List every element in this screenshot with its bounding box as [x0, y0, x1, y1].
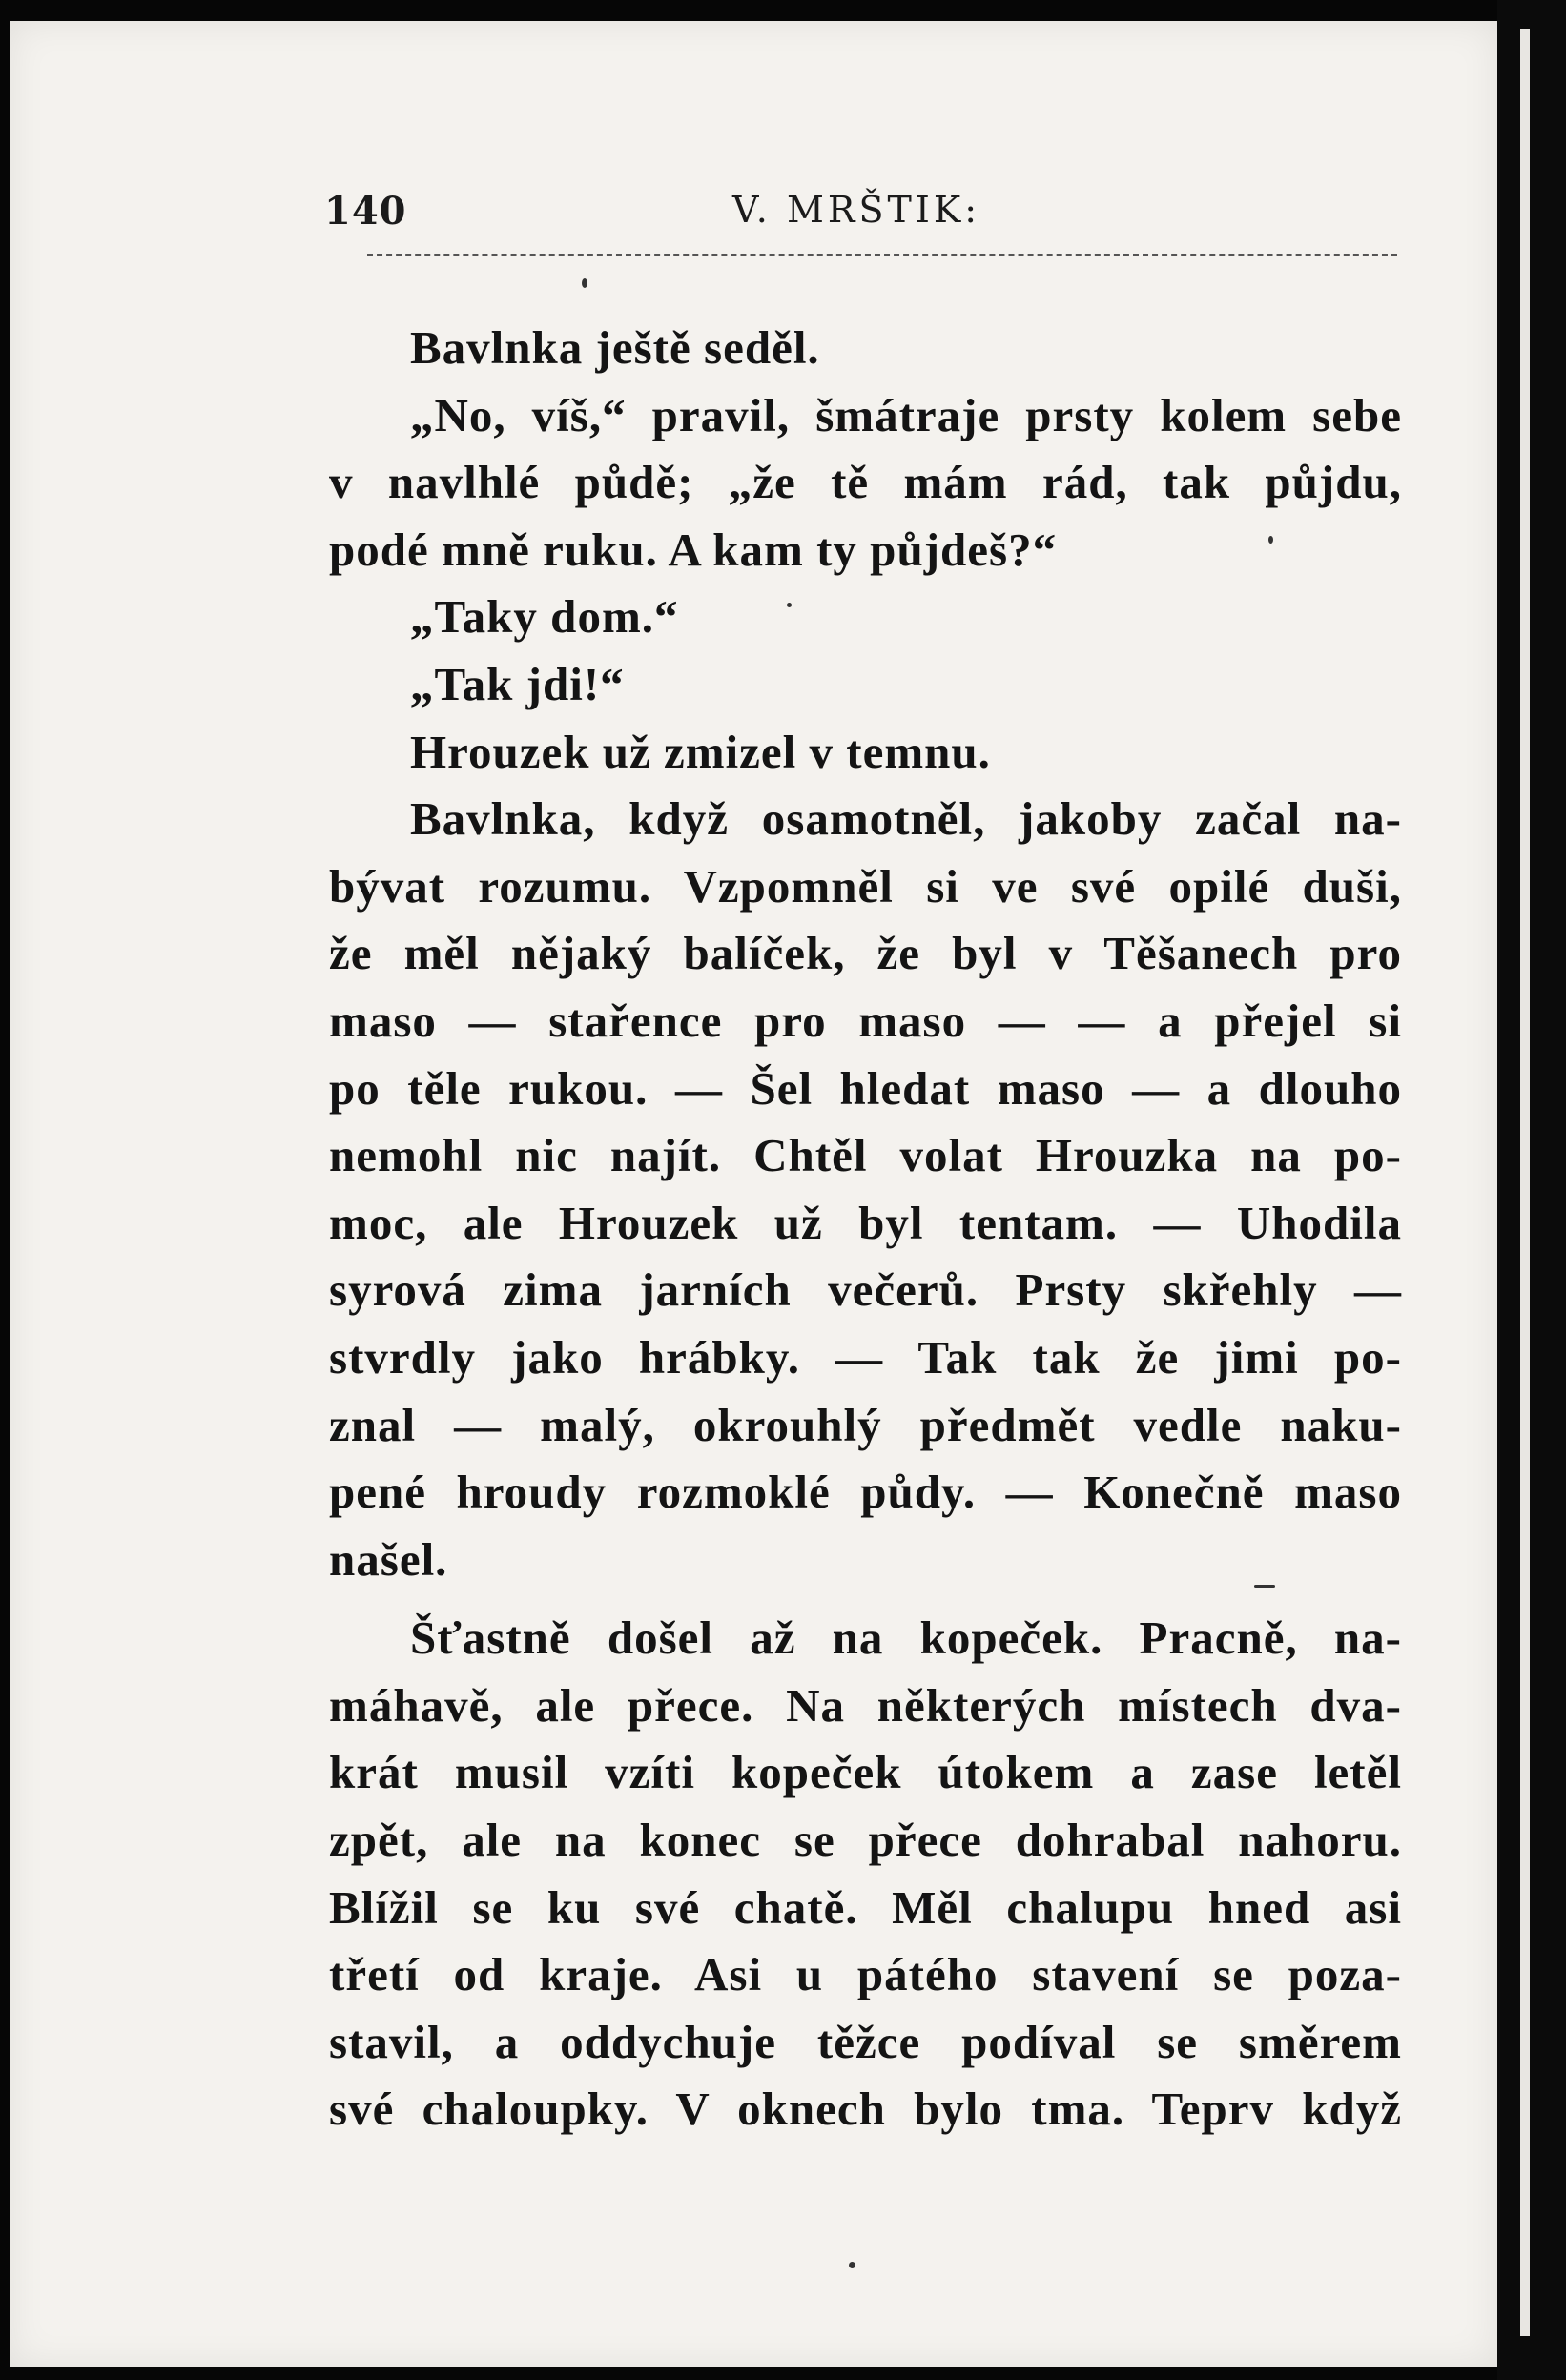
text-line: „No, víš,“ pravil, šmátraje prsty kolem sebe	[410, 388, 1402, 441]
text-line: nemohl nic najít. Chtěl volat Hrouzka na po-	[329, 1129, 1402, 1182]
next-page-edge	[1520, 29, 1530, 2336]
ink-speck	[582, 278, 587, 288]
text-line: našel.	[329, 1532, 448, 1586]
text-line: v navlhlé půdě; „že tě mám rád, tak půjdu,	[329, 456, 1402, 509]
text-line: Blížil se ku své chatě. Měl chalupu hned asi	[329, 1880, 1402, 1934]
text-line: znal — malý, okrouhlý předmět vedle naku-	[329, 1398, 1402, 1451]
text-line: krát musil vzíti kopeček útokem a zase letěl	[329, 1746, 1402, 1799]
body-text	[329, 315, 1402, 2144]
text-line: své chaloupky. V oknech bylo tma. Teprv když	[329, 2082, 1402, 2136]
text-line: pené hroudy rozmoklé půdy. — Konečně maso	[329, 1466, 1402, 1519]
text-line: podé mně ruku. A kam ty půjdeš?“	[329, 523, 1058, 576]
scan-right-edge	[1497, 0, 1566, 2380]
text-line: maso — stařence pro maso — — a přejel si	[329, 994, 1402, 1047]
text-line: Bavlnka ještě seděl.	[410, 321, 820, 374]
text-line: po těle rukou. — Šel hledat maso — a dlouho	[329, 1061, 1402, 1115]
text-line: zpět, ale na konec se přece dohrabal nahoru.	[329, 1814, 1402, 1867]
text-line: stvrdly jako hrábky. — Tak tak že jimi po-	[329, 1330, 1402, 1384]
text-line: syrová zima jarních večerů. Prsty skřehly —	[329, 1263, 1402, 1317]
running-head: V. MRŠTIK:	[732, 189, 981, 231]
text-line: Hrouzek už zmizel v temnu.	[410, 725, 991, 778]
text-line: moc, ale Hrouzek už byl tentam. — Uhodila	[329, 1196, 1402, 1249]
text-line: „Taky dom.“	[410, 590, 679, 644]
ink-speck	[849, 2262, 855, 2268]
text-line: Bavlnka, když osamotněl, jakoby začal na-	[410, 792, 1402, 846]
text-line: stavil, a oddychuje těžce podíval se směrem	[329, 2015, 1402, 2068]
header-rule	[367, 254, 1397, 256]
page-header	[324, 179, 1392, 246]
text-line: bývat rozumu. Vzpomněl si ve své opilé duši,	[329, 859, 1402, 913]
text-line: že měl nějaký balíček, že byl v Těšanech pro	[329, 927, 1402, 980]
page-number: 140	[324, 189, 407, 234]
text-line: „Tak jdi!“	[410, 657, 625, 710]
text-line: třetí od kraje. Asi u pátého stavení se poza-	[329, 1948, 1402, 2001]
text-line: máhavě, ale přece. Na některých místech dva-	[329, 1678, 1402, 1732]
text-line: Šťastně došel až na kopeček. Pracně, na-	[410, 1611, 1402, 1665]
